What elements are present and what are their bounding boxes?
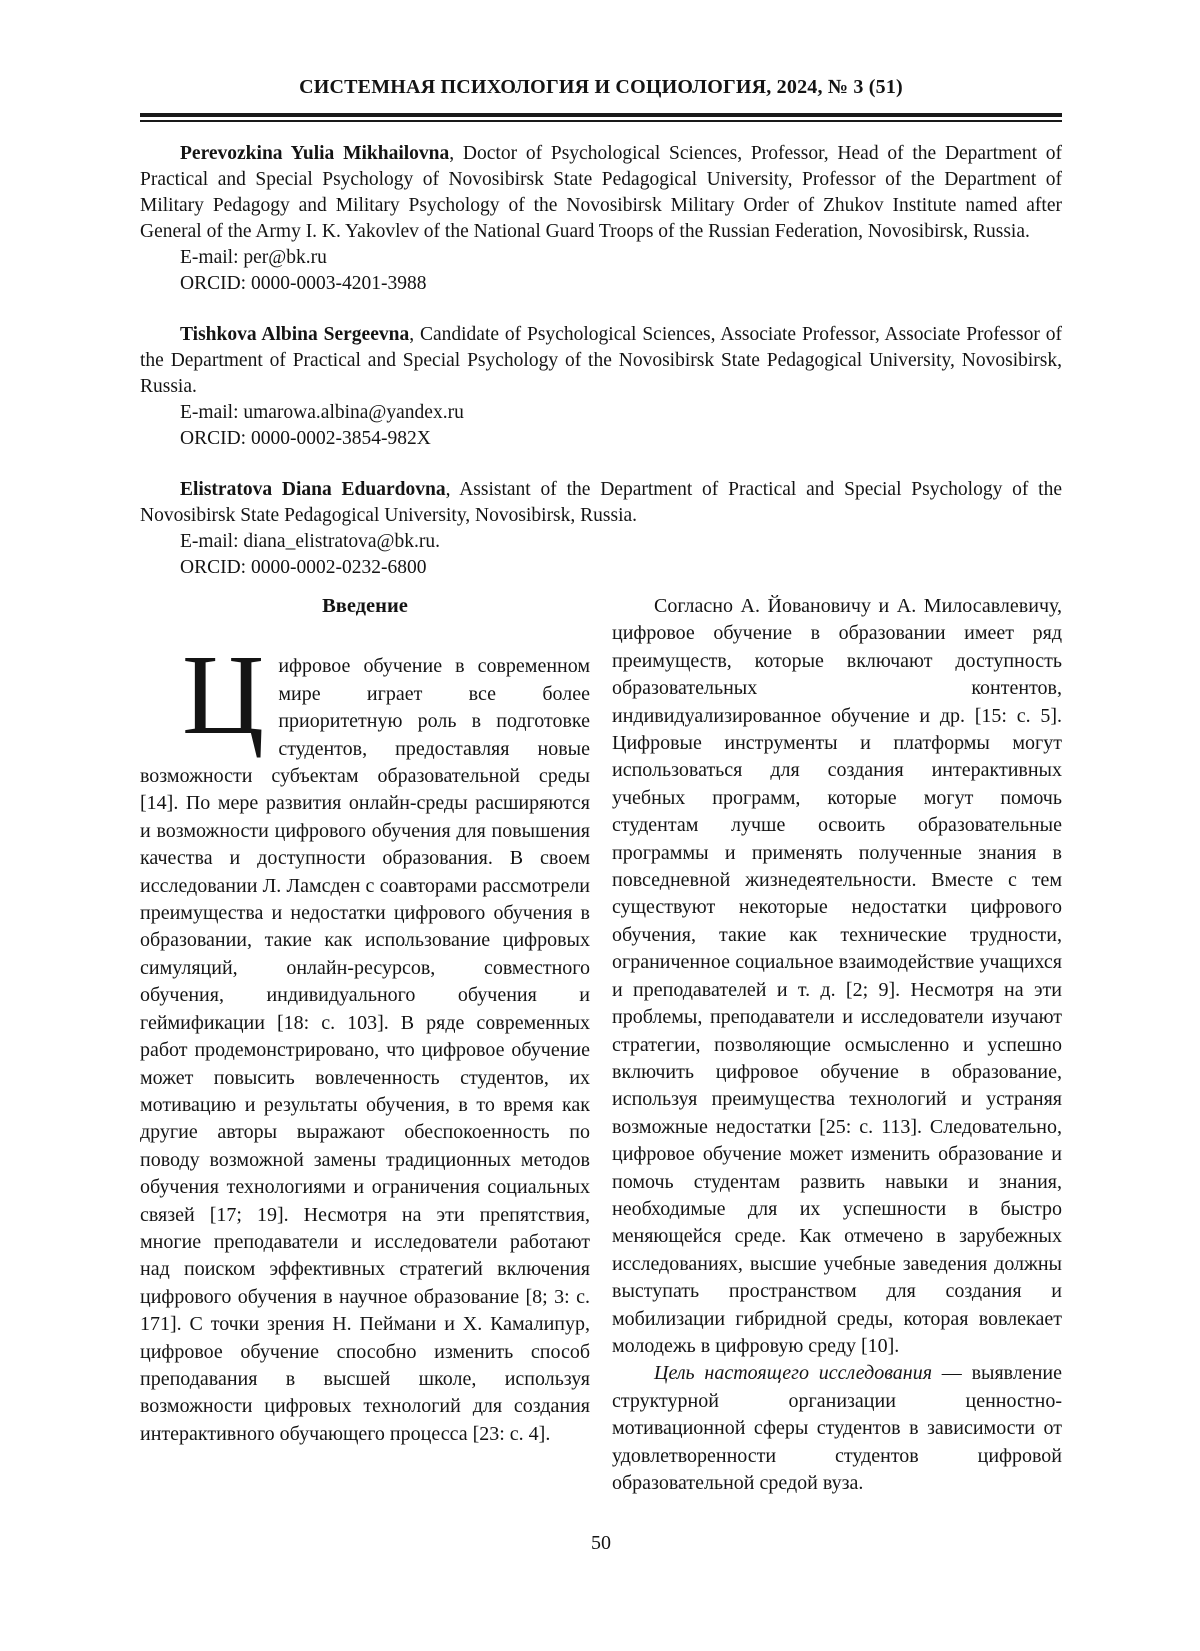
- introduction-section: [140, 593, 1062, 1497]
- author-bio-paragraph: [140, 322, 1062, 400]
- dropcap-letter: Ц: [182, 631, 265, 759]
- intro-paragraph-right: Согласно А. Йовановичу и А. Милосавлевичу, цифровое обучение в образовании имеет ряд преимуществ, которые включают доступность образовательных контентов, индивидуализированное обучение и др. [15: с. 5]. Цифровые инструменты и платформы могут использоваться для создания интерактивных учебных программ, которые могут помочь студентам лучше освоить образовательные программы и применять полученные знания в повседневной жизнедеятельности. Вместе с тем существуют некоторые недостатки цифрового обучения, такие как технические трудности, ограниченное социальное взаимодействие учащихся и преподавателей и т. д. [2; 9]. Несмотря на эти проблемы, преподаватели и исследователи изучают стратегии, позволяющие осмысленно и успешно включить цифровое обучение в образование, используя преимущества технологий и устраняя возможные недостатки [25: с. 113]. Следовательно, цифровое обучение может изменить образование и помочь студентам развить навыки и знания, необходимые для их успешности в быстро меняющейся среде. Как отмечено в зарубежных исследованиях, высшие учебные заведения должны выступать пространством для создания и мобилизации гибридной среды, которая вовлекает молодежь в цифровую среду [10].: [612, 595, 1062, 1357]
- author-bio-text: , Candidate of Psychological Sciences, Associate Professor, Associate Professor of the Department of Practical and Special Psychology of the Novosibirsk State Pedagogical University, Novosibirsk, Russia.: [140, 324, 1062, 397]
- research-goal-lead: Цель настоящего исследования: [654, 1362, 933, 1385]
- author-orcid-line: ORCID: 0000-0002-3854-982X: [180, 428, 431, 449]
- introduction-heading: Введение: [322, 595, 408, 617]
- page-number: 50: [591, 1532, 611, 1554]
- author-email-line: E-mail: diana_elistratova@bk.ru.: [180, 531, 441, 552]
- author-email-line: E-mail: per@bk.ru: [180, 247, 327, 268]
- author-bio-text: , Assistant of the Department of Practical and Special Psychology of the Novosibirsk State Pedagogical University, Novosibirsk, Russia.: [140, 479, 1062, 526]
- author-bio: [140, 141, 1062, 297]
- left-column: [140, 593, 590, 1497]
- header-double-rule: [140, 113, 1062, 122]
- author-name: Elistratova Diana Eduardovna: [180, 479, 446, 500]
- author-bio-paragraph: [140, 477, 1062, 529]
- author-bio: [140, 322, 1062, 452]
- author-bios-section: [140, 141, 1062, 581]
- intro-paragraph-left: [140, 631, 590, 1448]
- intro-paragraph-left-text: ифровое обучение в современном мире играет все более приоритетную роль в подготовке студентов, предоставляя новые возможности субъектам образовательной среды [14]. По мере развития онлайн-среды расширяются и возможности цифрового обучения для повышения качества и доступности образования. В своем исследовании Л. Ламсден с соавторами рассмотрели преимущества и недостатки цифрового обучения в образовании, такие как использование цифровых симуляций, онлайн-ресурсов, совместного обучения, индивидуального обучения и геймификации [18: с. 103]. В ряде современных работ продемонстрировано, что цифровое обучение может повысить вовлеченность студентов, их мотивацию и результаты обучения, в то время как другие авторы выражают обеспокоенность по поводу возможной замены традиционных методов обучения технологиями и ограничения социальных связей [17; 19]. Несмотря на эти препятствия, многие преподаватели и исследователи работают над поиском эффективных стратегий включения цифрового обучения в научное образование [8; 3: с. 171]. С точки зрения Н. Пеймани и Х. Камалипур, цифровое обучение способно изменить способ преподавания в высшей школе, используя возможности цифровых технологий для создания интерактивного обучающего процесса [23: с. 4].: [140, 655, 590, 1445]
- research-goal-text: — выявление структурной организации ценностно-мотивационной сферы студентов в зависимости от удовлетворенности студентов цифровой образовательной средой вуза.: [612, 1362, 1062, 1494]
- author-bio: [140, 477, 1062, 581]
- author-bio-text: , Doctor of Psychological Sciences, Professor, Head of the Department of Practical and Special Psychology of Novosibirsk State Pedagogical University, Professor of the Department of Military Pedagogy and Military Psychology of the Novosibirsk Military Order of Zhukov Institute named after General of the Army I. K. Yakovlev of the National Guard Troops of the Russian Federation, Novosibirsk, Russia.: [140, 143, 1063, 242]
- author-orcid-line: ORCID: 0000-0002-0232-6800: [180, 557, 427, 578]
- journal-page: [140, 0, 1062, 1651]
- author-name: Tishkova Albina Sergeevna: [180, 324, 410, 345]
- author-bio-paragraph: [140, 141, 1062, 245]
- author-orcid-line: ORCID: 0000-0003-4201-3988: [180, 273, 427, 294]
- author-name: Perevozkina Yulia Mikhailovna: [180, 143, 450, 164]
- research-goal-paragraph: [612, 1360, 1062, 1497]
- right-column: [612, 593, 1062, 1497]
- journal-running-head: СИСТЕМНАЯ ПСИХОЛОГИЯ И СОЦИОЛОГИЯ, 2024, № 3 (51): [299, 76, 903, 98]
- author-email-line: E-mail: umarowa.albina@yandex.ru: [180, 402, 464, 423]
